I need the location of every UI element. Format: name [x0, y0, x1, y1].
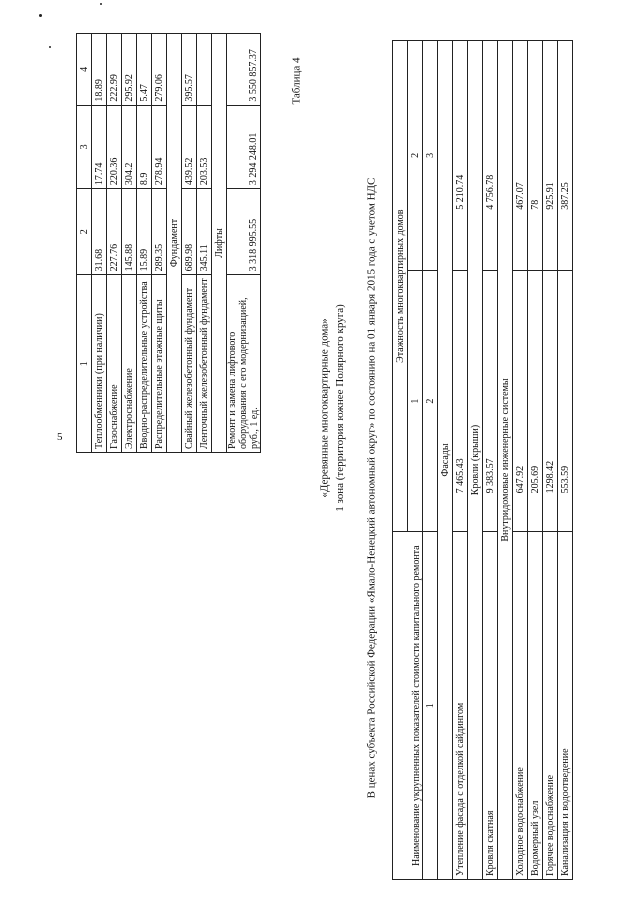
section-row: [468, 41, 483, 880]
value-cell: 3 294 248.01: [227, 105, 261, 188]
table-row: [528, 41, 543, 880]
indicator-name-cell: Электроснабжение: [122, 275, 137, 453]
column-index-cell: 1: [77, 275, 92, 453]
value-cell: 304.2: [122, 105, 137, 188]
table-row: [197, 34, 212, 453]
value-cell: 205.69: [528, 270, 543, 532]
lower-table: [392, 40, 573, 880]
document-title-line-1: «Деревянные многоквартирные дома»: [318, 318, 331, 498]
value-cell: 439.52: [182, 105, 197, 188]
value-cell: 31.68: [92, 189, 107, 275]
table-row: [152, 34, 167, 453]
indicator-name-cell: Ленточный железобетонный фундамент: [197, 275, 212, 453]
document-title-line-2: 1 зона (территория южнее Полярного круга): [333, 304, 346, 512]
table-row: [453, 41, 468, 880]
table-row: [107, 34, 122, 453]
value-cell: 289.35: [152, 189, 167, 275]
value-cell: 5.47: [137, 34, 152, 106]
upper-table: [76, 33, 261, 453]
value-cell: 647.92: [513, 270, 528, 532]
scan-speck: [39, 14, 42, 17]
table-header-row: [393, 41, 408, 880]
table-row: [92, 34, 107, 453]
value-cell: 689.98: [182, 189, 197, 275]
value-cell: 222.99: [107, 34, 122, 106]
scan-speck: [49, 46, 51, 48]
value-cell: 1298.42: [543, 270, 558, 532]
indicator-name-cell: Свайный железобетонный фундамент: [182, 275, 197, 453]
section-row: [167, 34, 182, 453]
value-cell: 203.53: [197, 105, 212, 188]
value-cell: 387.25: [558, 41, 573, 271]
value-cell: 8.9: [137, 105, 152, 188]
column-header-floors: Этажность многоквартирных домов: [393, 41, 408, 532]
value-cell: 4 756.78: [483, 41, 498, 271]
floor-count-header: 1: [408, 270, 423, 532]
column-index-cell: 3: [423, 41, 438, 271]
indicator-name-cell: Ремонт и замена лифтового оборудования с его модернизацией, руб., 1 ед.: [227, 275, 261, 453]
section-row: [212, 34, 227, 453]
page-number: 5: [57, 431, 63, 443]
scan-speck: [100, 3, 102, 5]
section-heading: Кровли (крыши): [468, 41, 483, 880]
document-title-line-3: В ценах субъекта Российской Федерации «Ямало-Ненецкий автономный округ» по состоянию на 01 января 2015 года с учетом НДС: [364, 177, 377, 799]
indicator-name-cell: Кровля скатная: [483, 532, 498, 880]
indicator-name-cell: Водомерный узел: [528, 532, 543, 880]
indicator-name-cell: Утепление фасада с отделкой сайдингом: [453, 532, 468, 880]
indicator-name-cell: Теплообменники (при наличии): [92, 275, 107, 453]
value-cell: 3 318 995.55: [227, 189, 261, 275]
column-index-cell: 3: [77, 105, 92, 188]
table-row: [558, 41, 573, 880]
indicator-name-cell: Вводно-распределительные устройства: [137, 275, 152, 453]
table-row: [543, 41, 558, 880]
value-cell: 3 550 857.37: [227, 34, 261, 106]
value-cell: 278.94: [152, 105, 167, 188]
table-row: [513, 41, 528, 880]
value-cell: 395.57: [182, 34, 197, 106]
column-index-cell: 4: [77, 34, 92, 106]
table-label: Таблица 4: [290, 57, 303, 105]
section-heading: Внутридомовые инженерные системы: [498, 41, 513, 880]
indicator-name-cell: Холодное водоснабжение: [513, 532, 528, 880]
indicator-name-cell: Газоснабжение: [107, 275, 122, 453]
table-header-row: [77, 34, 92, 453]
table-row: [122, 34, 137, 453]
column-index-cell: 2: [423, 270, 438, 532]
column-index-row: [423, 41, 438, 880]
table-row: [227, 34, 261, 453]
value-cell: 18.89: [92, 34, 107, 106]
column-header-name: Наименование укрупненных показателей стоимости капитального ремонта: [393, 532, 423, 880]
column-index-cell: 1: [423, 532, 438, 880]
value-cell: 5 210.74: [453, 41, 468, 271]
table-row: [182, 34, 197, 453]
table-row: [137, 34, 152, 453]
section-row: [438, 41, 453, 880]
value-cell: 9 383.57: [483, 270, 498, 532]
section-heading: Лифты: [212, 34, 227, 453]
value-cell: 279.06: [152, 34, 167, 106]
value-cell: 220.36: [107, 105, 122, 188]
section-row: [498, 41, 513, 880]
value-cell: 925.91: [543, 41, 558, 271]
indicator-name-cell: Распределительные этажные щиты: [152, 275, 167, 453]
value-cell: 78: [528, 41, 543, 271]
value-cell: 15.89: [137, 189, 152, 275]
section-heading: Фундамент: [167, 34, 182, 453]
value-cell: 553.59: [558, 270, 573, 532]
floor-count-header: 2: [408, 41, 423, 271]
value-cell: 7 465.43: [453, 270, 468, 532]
value-cell: 467.07: [513, 41, 528, 271]
value-cell: 17.74: [92, 105, 107, 188]
lower-table-block: [392, 40, 573, 880]
value-cell: 295.92: [122, 34, 137, 106]
value-cell: [197, 34, 212, 106]
value-cell: 145.88: [122, 189, 137, 275]
table-row: [483, 41, 498, 880]
upper-table-block: [76, 33, 261, 453]
indicator-name-cell: Горячее водоснабжение: [543, 532, 558, 880]
value-cell: 345.11: [197, 189, 212, 275]
indicator-name-cell: Канализация и водоотведение: [558, 532, 573, 880]
value-cell: 227.76: [107, 189, 122, 275]
column-index-cell: 2: [77, 189, 92, 275]
section-heading: Фасады: [438, 41, 453, 880]
